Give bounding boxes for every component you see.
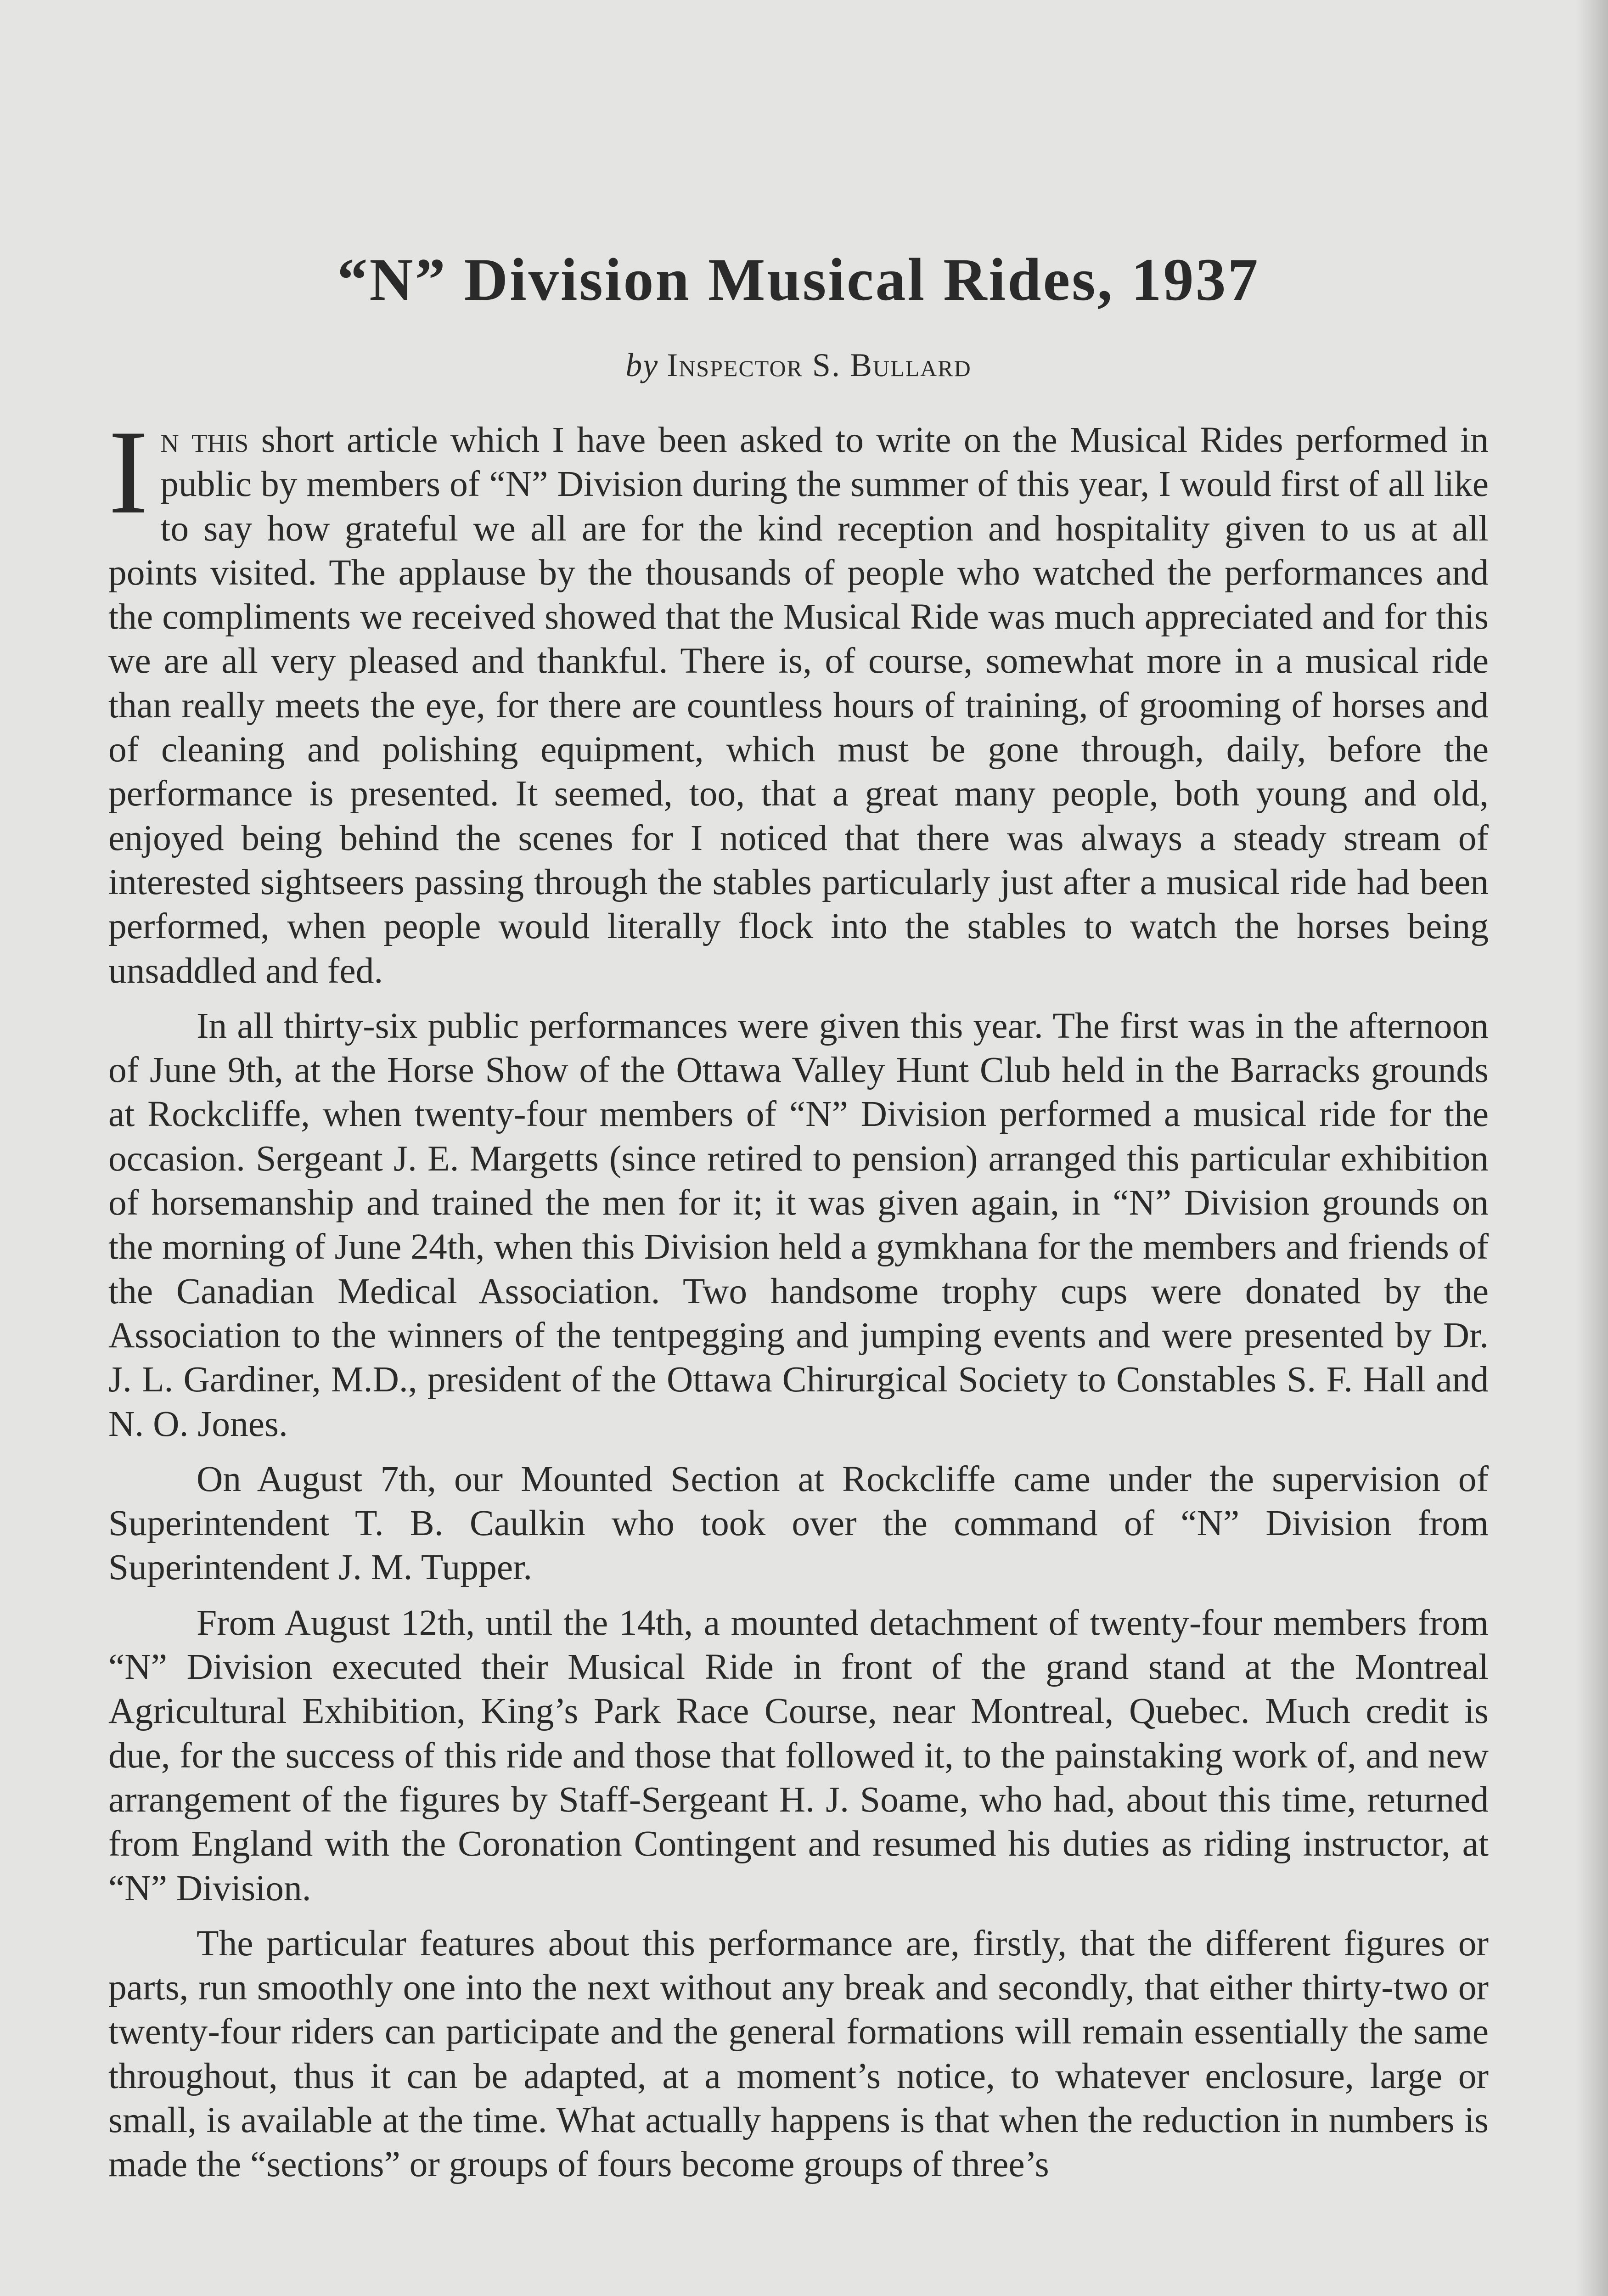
article-body <box>108 405 1489 2198</box>
byline <box>108 345 1489 385</box>
lead-in: n this <box>160 420 249 460</box>
page-edge-shadow <box>1576 0 1608 2296</box>
byline-author: Inspector S. Bullard <box>667 347 972 383</box>
article-title: “N” Division Musical Rides, 1937 <box>337 246 1260 313</box>
paragraph-4: From August 12th, until the 14th, a mounted detachment of twenty-four members from “N” Division executed their Musical Ride in front of the grand stand at the Montreal Agricultural Exhibition, King’s Park Race Course, near Montreal, Quebec. Much credit is due, for the success of this ride and those that followed it, to the painstaking work of, and new arrangement of the figures by Staff-Sergeant H. J. Soame, who had, about this time, returned from England with the Coronation Contingent and resumed his duties as riding instructor, at “N” Division. <box>108 1602 1489 1908</box>
paragraph-1 <box>108 405 1489 993</box>
paragraph-2: In all thirty-six public performances were given this year. The first was in the afternoon of June 9th, at the Horse Show of the Ottawa Valley Hunt Club held in the Barracks grounds at Rockcliffe, when twenty-four members of “N” Division performed a musical ride for the occasion. Sergeant J. E. Margetts (since retired to pension) arranged this particular exhibition of horsemanship and trained the men for it; it was given again, in “N” Division grounds on the morning of June 24th, when this Division held a gymkhana for the members and friends of the Canadian Medical Association. Two handsome trophy cups were donated by the Association to the winners of the tentpegging and jumping events and were presented by Dr. J. L. Gardiner, M.D., president of the Ottawa Chirurgical Society to Constables S. F. Hall and N. O. Jones. <box>108 1005 1489 1444</box>
drop-cap: I <box>108 405 149 539</box>
byline-prefix: by <box>625 347 659 383</box>
paragraph-5: The particular features about this performance are, firstly, that the different figures or parts, run smoothly one into the next without any break and secondly, that either thirty-two or twenty-four riders can participate and the general formations will remain essentially the same throughout, thus it can be adapted, at a moment’s notice, to whatever enclosure, large or small, is available at the time. What actually happens is that when the reduction in numbers is made the “sections” or groups of fours become groups of three’s <box>108 1923 1489 2185</box>
paragraph-3: On August 7th, our Mounted Section at Rockcliffe came under the supervision of Superintendent T. B. Caulkin who took over the command of “N” Division from Superintendent J. M. Tupper. <box>108 1458 1489 1588</box>
paragraph-1-text: short article which I have been asked to write on the Musical Rides performed in public by members of “N” Division during the summer of this year, I would first of all like to say how grateful we all are for the kind reception and hospitality given to us at all points visited. The applause by the thousands of people who watched the performances and the compliments we received showed that the Musical Ride was much appreciated and for this we are all very pleased and thankful. There is, of course, somewhat more in a musical ride than really meets the eye, for there are countless hours of training, of grooming of horses and of cleaning and polishing equipment, which must be gone through, daily, before the performance is presented. It seemed, too, that a great many people, both young and old, enjoyed being behind the scenes for I noticed that there was always a steady stream of interested sightseers passing through the stables particularly just after a musical ride had been performed, when people would literally flock into the stables to watch the horses being unsaddled and fed. <box>108 420 1489 991</box>
